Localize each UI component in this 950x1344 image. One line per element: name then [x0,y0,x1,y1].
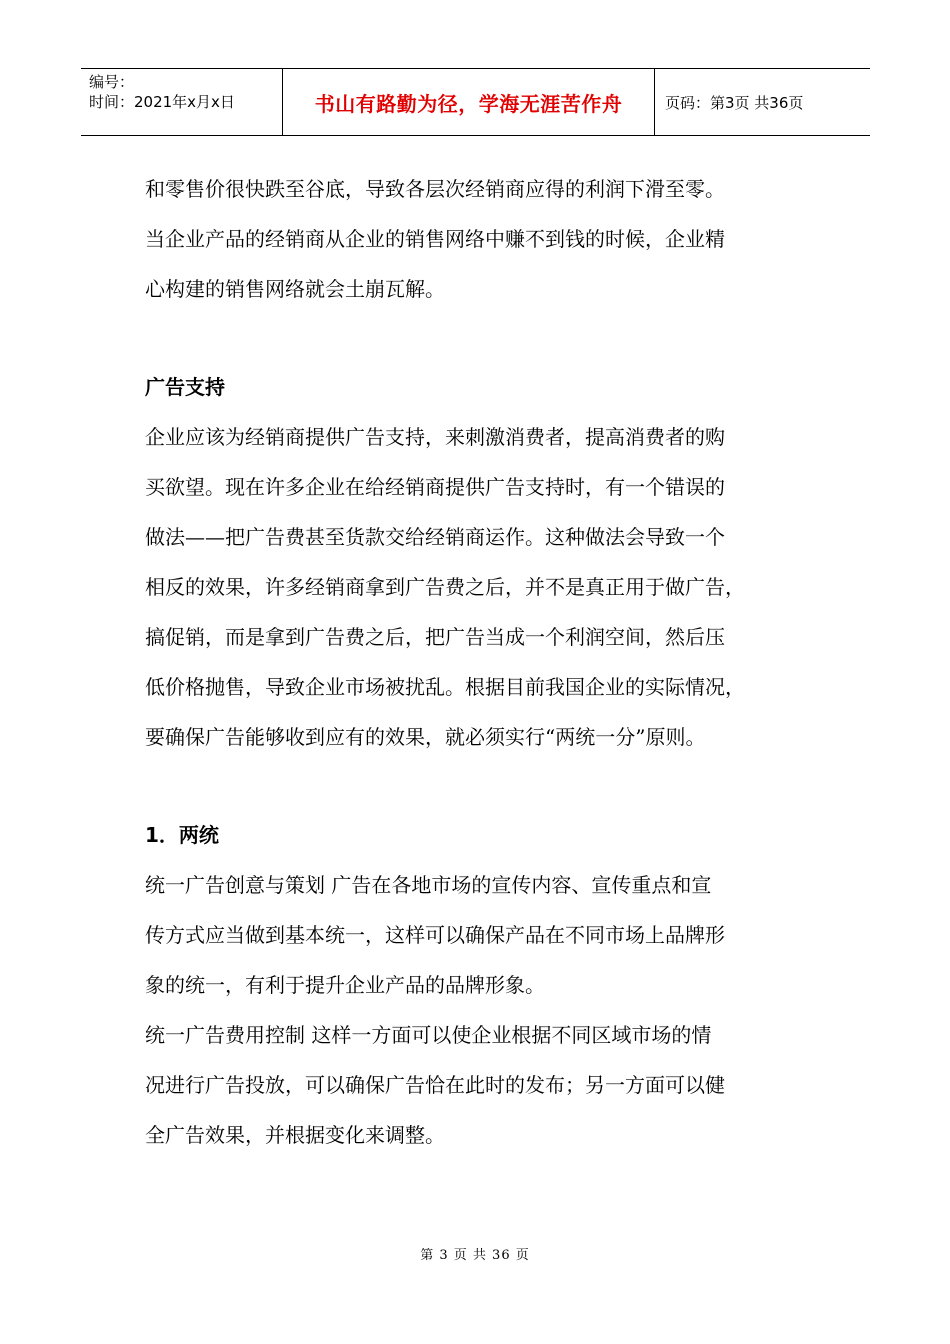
text-line: 统一广告创意与策划 广告在各地市场的宣传内容、宣传重点和宣 [145,873,712,897]
text-line: 心构建的销售网络就会土崩瓦解。 [145,277,445,301]
text-line: 和零售价很快跌至谷底，导致各层次经销商应得的利润下滑至零。 [145,177,725,201]
text-line: 做法——把广告费甚至货款交给经销商运作。这种做法会导致一个 [145,525,725,549]
text-line: 要确保广告能够收到应有的效果，就必须实行“两统一分”原则。 [145,725,706,749]
header-motto: 书山有路勤为径，学海无涯苦作舟 [282,69,655,135]
section-ad-support [145,362,825,762]
section-heading: 1．两统 [145,823,219,847]
text-line: 统一广告费用控制 这样一方面可以使企业根据不同区域市场的情 [145,1023,712,1047]
paragraph-intro [145,164,825,314]
text-line: 传方式应当做到基本统一，这样可以确保产品在不同市场上品牌形 [145,923,725,947]
document-date-label: 时间：2021年x月x日 [89,93,235,111]
text-line: 况进行广告投放，可以确保广告恰在此时的发布；另一方面可以健 [145,1073,725,1097]
text-line: 搞促销，而是拿到广告费之后，把广告当成一个利润空间，然后压 [145,625,725,649]
text-line: 相反的效果，许多经销商拿到广告费之后，并不是真正用于做广告， [145,575,745,599]
section-heading: 广告支持 [145,375,225,399]
header-page-info: 页码：第3页 共36页 [665,93,804,112]
section-two-unified [145,810,825,1160]
text-line: 象的统一，有利于提升企业产品的品牌形象。 [145,973,545,997]
document-body [145,164,825,1160]
text-line: 企业应该为经销商提供广告支持，来刺激消费者，提高消费者的购 [145,425,725,449]
text-line: 买欲望。现在许多企业在给经销商提供广告支持时，有一个错误的 [145,475,725,499]
document-number-label: 编号： [89,73,135,91]
header-meta [81,69,282,135]
text-line: 全广告效果，并根据变化来调整。 [145,1123,445,1147]
page-header [81,68,870,136]
page-footer: 第 3 页 共 36 页 [420,1248,530,1263]
text-line: 低价格抛售，导致企业市场被扰乱。根据目前我国企业的实际情况， [145,675,745,699]
text-line: 当企业产品的经销商从企业的销售网络中赚不到钱的时候，企业精 [145,227,725,251]
